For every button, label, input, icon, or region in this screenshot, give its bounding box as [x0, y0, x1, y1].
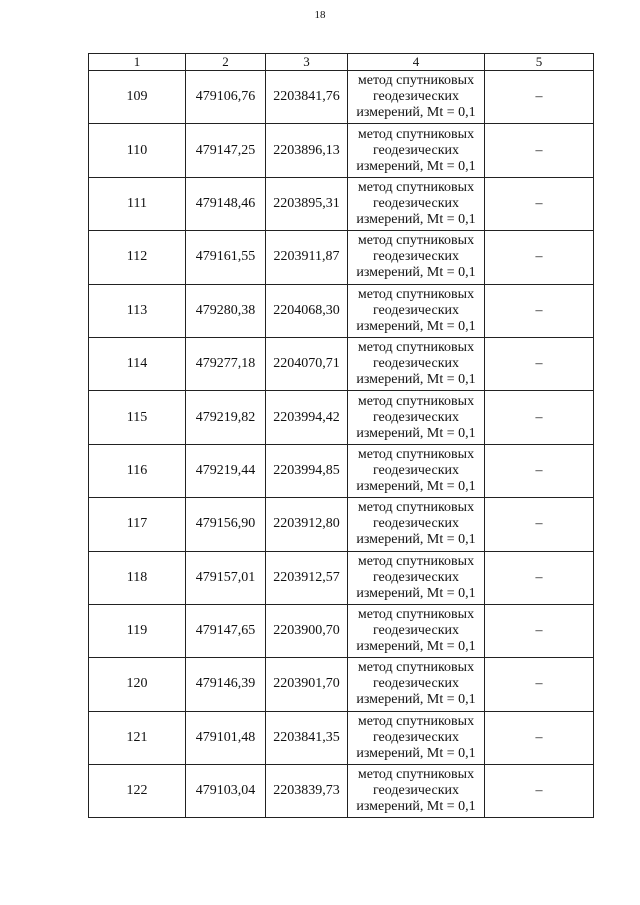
method-text-line: геодезических: [372, 89, 459, 105]
method-text-line: измерений, Mt = 0,1: [356, 745, 476, 761]
method-text-line: метод спутниковых: [357, 767, 475, 783]
point-number-cell: 113: [89, 284, 186, 337]
method-text-line: измерений, Mt = 0,1: [356, 585, 476, 601]
point-number-cell: 118: [89, 551, 186, 604]
y-coordinate-cell: 2203841,76: [266, 71, 348, 124]
method-cell: [348, 391, 485, 444]
y-coordinate-cell: 2204070,71: [266, 337, 348, 390]
header-col-2: 2: [186, 54, 266, 71]
x-coordinate-cell: 479101,48: [186, 711, 266, 764]
method-text-line: измерений, Mt = 0,1: [356, 425, 476, 441]
method-cell: [348, 71, 485, 124]
table-row: [89, 444, 594, 497]
y-coordinate-cell: 2203900,70: [266, 604, 348, 657]
accuracy-dash-cell: –: [485, 284, 594, 337]
table-row: [89, 337, 594, 390]
table-row: [89, 231, 594, 284]
y-coordinate-cell: 2204068,30: [266, 284, 348, 337]
page-number: 18: [314, 9, 326, 21]
method-text-line: геодезических: [372, 302, 459, 318]
header-col-5: 5: [485, 54, 594, 71]
accuracy-dash-cell: –: [485, 658, 594, 711]
point-number-cell: 112: [89, 231, 186, 284]
x-coordinate-cell: 479147,65: [186, 604, 266, 657]
method-text-line: метод спутниковых: [357, 233, 475, 249]
x-coordinate-cell: 479219,82: [186, 391, 266, 444]
header-col-3: 3: [266, 54, 348, 71]
method-text-line: измерений, Mt = 0,1: [356, 372, 476, 388]
method-cell: [348, 231, 485, 284]
y-coordinate-cell: 2203896,13: [266, 124, 348, 177]
method-cell: [348, 337, 485, 390]
point-number-cell: 109: [89, 71, 186, 124]
table-row: [89, 498, 594, 551]
y-coordinate-cell: 2203841,35: [266, 711, 348, 764]
method-cell: [348, 551, 485, 604]
x-coordinate-cell: 479148,46: [186, 177, 266, 230]
method-text-line: измерений, Mt = 0,1: [356, 478, 476, 494]
method-text-line: метод спутниковых: [357, 500, 475, 516]
method-text-line: геодезических: [372, 356, 459, 372]
accuracy-dash-cell: –: [485, 124, 594, 177]
method-text-line: геодезических: [372, 783, 459, 799]
table-row: [89, 124, 594, 177]
method-text-line: геодезических: [372, 409, 459, 425]
point-number-cell: 115: [89, 391, 186, 444]
method-text-line: метод спутниковых: [357, 607, 475, 623]
accuracy-dash-cell: –: [485, 444, 594, 497]
y-coordinate-cell: 2203994,42: [266, 391, 348, 444]
x-coordinate-cell: 479103,04: [186, 765, 266, 818]
method-text-line: измерений, Mt = 0,1: [356, 318, 476, 334]
x-coordinate-cell: 479161,55: [186, 231, 266, 284]
y-coordinate-cell: 2203994,85: [266, 444, 348, 497]
point-number-cell: 111: [89, 177, 186, 230]
y-coordinate-cell: 2203912,80: [266, 498, 348, 551]
table-row: [89, 658, 594, 711]
accuracy-dash-cell: –: [485, 177, 594, 230]
header-col-4: 4: [348, 54, 485, 71]
table-row: [89, 765, 594, 818]
method-cell: [348, 498, 485, 551]
y-coordinate-cell: 2203839,73: [266, 765, 348, 818]
x-coordinate-cell: 479219,44: [186, 444, 266, 497]
point-number-cell: 120: [89, 658, 186, 711]
x-coordinate-cell: 479147,25: [186, 124, 266, 177]
accuracy-dash-cell: –: [485, 604, 594, 657]
method-text-line: измерений, Mt = 0,1: [356, 211, 476, 227]
method-text-line: метод спутниковых: [357, 660, 475, 676]
x-coordinate-cell: 479157,01: [186, 551, 266, 604]
accuracy-dash-cell: –: [485, 498, 594, 551]
method-cell: [348, 444, 485, 497]
method-text-line: измерений, Mt = 0,1: [356, 158, 476, 174]
accuracy-dash-cell: –: [485, 71, 594, 124]
x-coordinate-cell: 479146,39: [186, 658, 266, 711]
table-row: [89, 604, 594, 657]
method-cell: [348, 658, 485, 711]
method-text-line: геодезических: [372, 195, 459, 211]
method-text-line: измерений, Mt = 0,1: [356, 532, 476, 548]
method-text-line: геодезических: [372, 623, 459, 639]
table-row: [89, 177, 594, 230]
method-text-line: измерений, Mt = 0,1: [356, 799, 476, 815]
coordinates-table: [88, 53, 594, 818]
method-text-line: геодезических: [372, 142, 459, 158]
x-coordinate-cell: 479156,90: [186, 498, 266, 551]
y-coordinate-cell: 2203911,87: [266, 231, 348, 284]
x-coordinate-cell: 479106,76: [186, 71, 266, 124]
accuracy-dash-cell: –: [485, 765, 594, 818]
method-text-line: метод спутниковых: [357, 713, 475, 729]
method-text-line: измерений, Mt = 0,1: [356, 105, 476, 121]
method-cell: [348, 124, 485, 177]
table-row: [89, 71, 594, 124]
y-coordinate-cell: 2203901,70: [266, 658, 348, 711]
method-text-line: метод спутниковых: [357, 179, 475, 195]
table-row: [89, 284, 594, 337]
method-text-line: метод спутниковых: [357, 286, 475, 302]
accuracy-dash-cell: –: [485, 391, 594, 444]
method-text-line: метод спутниковых: [357, 340, 475, 356]
method-text-line: метод спутниковых: [357, 126, 475, 142]
point-number-cell: 114: [89, 337, 186, 390]
method-text-line: геодезических: [372, 462, 459, 478]
method-text-line: геодезических: [372, 676, 459, 692]
x-coordinate-cell: 479277,18: [186, 337, 266, 390]
accuracy-dash-cell: –: [485, 231, 594, 284]
method-cell: [348, 711, 485, 764]
method-text-line: геодезических: [372, 249, 459, 265]
point-number-cell: 121: [89, 711, 186, 764]
point-number-cell: 122: [89, 765, 186, 818]
x-coordinate-cell: 479280,38: [186, 284, 266, 337]
y-coordinate-cell: 2203912,57: [266, 551, 348, 604]
y-coordinate-cell: 2203895,31: [266, 177, 348, 230]
point-number-cell: 119: [89, 604, 186, 657]
method-text-line: метод спутниковых: [357, 73, 475, 89]
method-text-line: геодезических: [372, 569, 459, 585]
method-text-line: измерений, Mt = 0,1: [356, 639, 476, 655]
method-text-line: геодезических: [372, 516, 459, 532]
table-row: [89, 551, 594, 604]
method-cell: [348, 284, 485, 337]
table-header-row: [89, 54, 594, 71]
method-cell: [348, 604, 485, 657]
header-col-1: 1: [89, 54, 186, 71]
method-text-line: измерений, Mt = 0,1: [356, 692, 476, 708]
accuracy-dash-cell: –: [485, 711, 594, 764]
table-row: [89, 391, 594, 444]
point-number-cell: 116: [89, 444, 186, 497]
method-cell: [348, 765, 485, 818]
point-number-cell: 110: [89, 124, 186, 177]
method-text-line: геодезических: [372, 729, 459, 745]
accuracy-dash-cell: –: [485, 551, 594, 604]
point-number-cell: 117: [89, 498, 186, 551]
method-text-line: метод спутниковых: [357, 446, 475, 462]
method-text-line: измерений, Mt = 0,1: [356, 265, 476, 281]
method-cell: [348, 177, 485, 230]
method-text-line: метод спутниковых: [357, 553, 475, 569]
table-row: [89, 711, 594, 764]
accuracy-dash-cell: –: [485, 337, 594, 390]
method-text-line: метод спутниковых: [357, 393, 475, 409]
